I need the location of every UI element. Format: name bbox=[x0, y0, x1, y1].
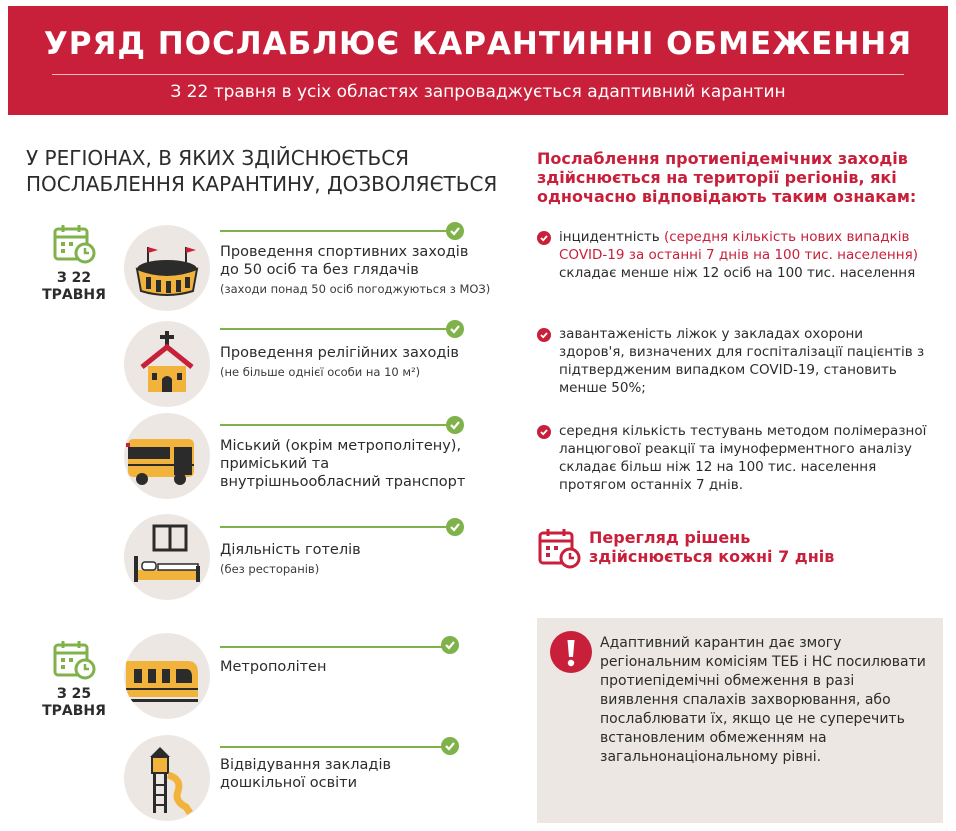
right-section-heading: Послаблення протиепідемічних заходів здійснюється на території регіонів, які одночасно відповідають таким ознакам: bbox=[537, 149, 917, 206]
review-line-2: здійснюється кожні 7 днів bbox=[589, 547, 835, 566]
church-icon bbox=[124, 321, 210, 407]
calendar-clock-icon bbox=[537, 528, 581, 570]
item-metro: Метрополітен bbox=[220, 659, 327, 675]
criterion-testing: середня кількість тестувань методом полімеразної ланцюгової реакції та імуноферментного аналізу складає більш ніж 12 на 100 тис. населення протягом останніх 7 днів. bbox=[537, 422, 927, 494]
item-icon-circle bbox=[124, 735, 210, 821]
metro-train-icon bbox=[124, 633, 210, 719]
playground-icon bbox=[124, 735, 210, 821]
item-divider-line bbox=[220, 526, 454, 528]
calendar-clock-icon bbox=[52, 640, 96, 680]
item-sports-events: Проведення спортивних заходів до 50 осіб та без глядачів (заходи понад 50 осіб погоджуються з МОЗ) bbox=[220, 244, 491, 296]
item-note: (не більше однієї особи на 10 м²) bbox=[220, 365, 421, 379]
page-title: УРЯД ПОСЛАБЛЮЄ КАРАНТИННІ ОБМЕЖЕННЯ bbox=[43, 26, 913, 62]
item-icon-circle bbox=[124, 413, 210, 499]
criterion-bed-occupancy: завантаженість ліжок у закладах охорони здоров'я, визначених для госпіталізації пацієнтів з підтвердженим випадком COVID-19, становить менше 50%; bbox=[537, 325, 927, 397]
checkmark-bullet-icon bbox=[537, 231, 551, 245]
date-block-may-25 bbox=[29, 640, 119, 720]
hotel-bed-icon bbox=[124, 514, 210, 600]
review-line-1: Перегляд рішень bbox=[589, 528, 751, 547]
check-icon bbox=[446, 416, 464, 434]
item-divider-line bbox=[220, 230, 454, 232]
checkmark-bullet-icon bbox=[537, 425, 551, 439]
check-icon bbox=[441, 636, 459, 654]
page-subtitle: З 22 травня в усіх областях запроваджується адаптивний карантин bbox=[170, 82, 786, 102]
item-divider-line bbox=[220, 328, 454, 330]
item-note: (заходи понад 50 осіб погоджуються з МОЗ) bbox=[220, 282, 491, 296]
exclamation-icon bbox=[550, 631, 592, 673]
item-icon-circle bbox=[124, 225, 210, 311]
item-divider-line bbox=[220, 424, 454, 426]
item-note: (без ресторанів) bbox=[220, 562, 320, 576]
adaptive-quarantine-note bbox=[537, 618, 943, 823]
item-icon-circle bbox=[124, 633, 210, 719]
left-section-heading bbox=[26, 145, 497, 197]
item-divider-line bbox=[220, 646, 454, 648]
date-month: ТРАВНЯ bbox=[42, 287, 106, 303]
date-day: З 22 bbox=[56, 270, 92, 286]
bus-icon bbox=[124, 413, 210, 499]
item-religious-events: Проведення релігійних заходів (не більше однієї особи на 10 м²) bbox=[220, 344, 480, 380]
check-icon bbox=[446, 222, 464, 240]
left-heading-line-2: ПОСЛАБЛЕННЯ КАРАНТИНУ, ДОЗВОЛЯЄТЬСЯ bbox=[26, 172, 498, 196]
check-icon bbox=[446, 320, 464, 338]
header-banner bbox=[8, 6, 948, 115]
date-block-may-22 bbox=[29, 224, 119, 304]
calendar-clock-icon bbox=[52, 224, 96, 264]
criterion-incidence: інцидентність (середня кількість нових випадків COVID-19 за останні 7 днів на 100 тис. населення) складає менше ніж 12 осіб на 100 тис. населення bbox=[537, 228, 927, 282]
check-icon bbox=[441, 737, 459, 755]
date-day: З 25 bbox=[56, 686, 92, 702]
alert-text: Адаптивний карантин дає змогу регіональним комісіям ТЕБ і НС посилювати протиепідемічні обмеження в разі виявлення спалахів захворювання, або послаблювати їх, якщо це не суперечить встановленим обмеженням на загальнонаціональному рівні. bbox=[600, 635, 926, 765]
left-heading-line-1: У РЕГІОНАХ, В ЯКИХ ЗДІЙСНЮЄТЬСЯ bbox=[26, 146, 410, 170]
review-note bbox=[537, 526, 897, 572]
item-icon-circle bbox=[124, 321, 210, 407]
header-divider bbox=[52, 74, 904, 75]
item-preschool: Відвідування закладів дошкільної освіти bbox=[220, 757, 392, 791]
item-hotels: Діяльність готелів (без ресторанів) bbox=[220, 541, 480, 577]
stadium-icon bbox=[124, 225, 210, 311]
checkmark-bullet-icon bbox=[537, 328, 551, 342]
item-public-transport: Міський (окрім метрополітену), приміський та внутрішньообласний транспорт bbox=[220, 438, 466, 490]
check-icon bbox=[446, 518, 464, 536]
date-month: ТРАВНЯ bbox=[42, 703, 106, 719]
item-icon-circle bbox=[124, 514, 210, 600]
item-divider-line bbox=[220, 746, 454, 748]
